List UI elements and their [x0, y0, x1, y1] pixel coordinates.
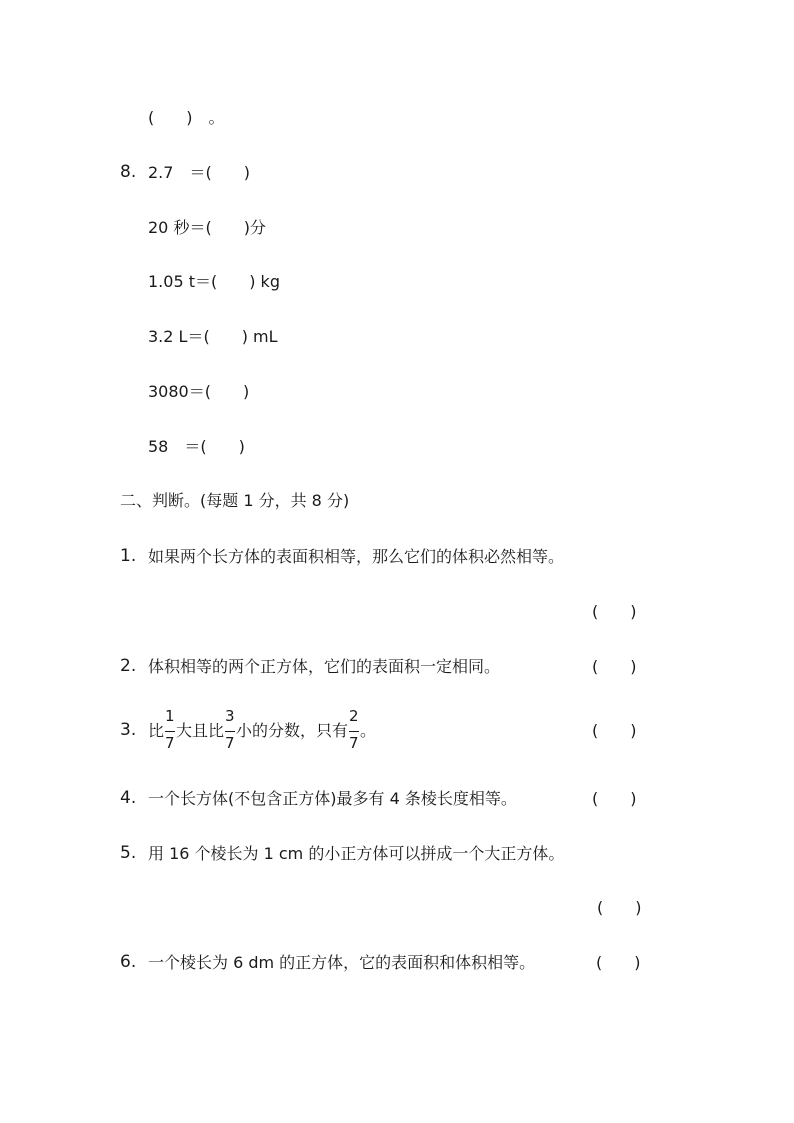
q3-text-part: 小的分数，只有: [236, 721, 349, 740]
question-3-text: [148, 707, 377, 752]
question-3-number: 3.: [120, 720, 137, 740]
q3-text-part: 。: [360, 721, 377, 740]
question-2-text: 体积相等的两个正方体，它们的表面积一定相同。: [148, 657, 501, 676]
question-5-number: 5.: [120, 843, 137, 863]
answer-blank: ( ): [592, 602, 637, 621]
question-6-number: 6.: [120, 952, 137, 972]
answer-blank: ( ): [592, 789, 637, 808]
question-4-number: 4.: [120, 788, 137, 808]
fraction-numerator: 2: [349, 707, 359, 725]
q3-text-part: 大且比: [176, 721, 225, 740]
answer-blank: ( ): [592, 657, 637, 676]
question-8-number: 8.: [120, 162, 137, 182]
conversion-item: 58 ＝( ): [148, 437, 245, 456]
fraction-bar: [165, 731, 175, 732]
answer-blank: ( ): [596, 953, 641, 972]
fraction-bar: [225, 731, 235, 732]
question-1-number: 1.: [120, 546, 137, 566]
question-6-text: 一个棱长为 6 dm 的正方体，它的表面积和体积相等。: [148, 953, 536, 972]
question-1-text: 如果两个长方体的表面积相等，那么它们的体积必然相等。: [148, 547, 565, 566]
fraction-two-sevenths: [349, 707, 359, 752]
conversion-item: 1.05 t＝( ) kg: [148, 272, 280, 291]
fraction-numerator: 3: [225, 707, 235, 725]
fraction-denominator: 7: [165, 734, 175, 752]
continued-blank: ( ) 。: [148, 108, 225, 127]
fraction-denominator: 7: [225, 734, 235, 752]
question-4-text: 一个长方体(不包含正方体)最多有 4 条棱长度相等。: [148, 789, 517, 808]
fraction-denominator: 7: [349, 734, 359, 752]
fraction-one-seventh: [165, 707, 175, 752]
fraction-three-sevenths: [225, 707, 235, 752]
conversion-item: 3080＝( ): [148, 382, 250, 401]
answer-blank: ( ): [592, 721, 637, 740]
question-5-text: 用 16 个棱长为 1 cm 的小正方体可以拼成一个大正方体。: [148, 844, 565, 863]
section-heading: 二、判断。(每题 1 分，共 8 分): [120, 491, 350, 510]
conversion-item: 3.2 L＝( ) mL: [148, 327, 278, 346]
question-2-number: 2.: [120, 656, 137, 676]
conversion-item: 2.7 ＝( ): [148, 163, 250, 182]
q3-text-part: 比: [148, 721, 165, 740]
fraction-numerator: 1: [165, 707, 175, 725]
conversion-item: 20 秒＝( )分: [148, 218, 266, 237]
fraction-bar: [349, 731, 359, 732]
answer-blank: ( ): [597, 898, 642, 917]
